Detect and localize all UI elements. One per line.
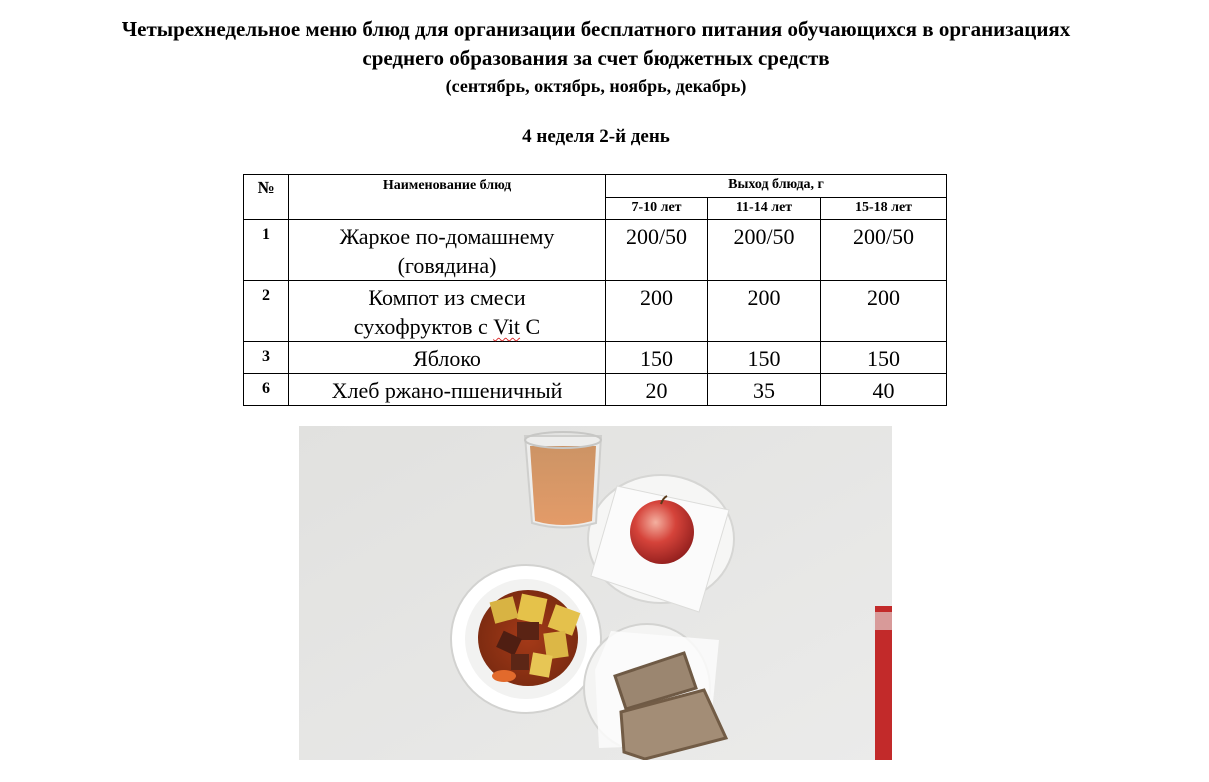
months-subtitle: (сентябрь, октябрь, ноябрь, декабрь) [445,76,747,96]
spellcheck-word: Vit [493,314,521,339]
dish-name: Яблоко [289,342,606,374]
header-yield: Выход блюда, г [606,175,947,198]
dish-name-line: (говядина) [397,253,497,278]
table-header-row [244,175,947,198]
yield-15-18: 200 [821,281,947,342]
header-dish-name: Наименование блюд [289,175,606,220]
dish-name [289,220,606,281]
dish-name-line: Жаркое по-домашнему [339,224,555,249]
yield-7-10: 150 [606,342,708,374]
header-number: № [244,175,289,220]
row-number: 3 [244,342,289,374]
yield-7-10: 200 [606,281,708,342]
yield-15-18: 40 [821,374,947,406]
dish-name: Хлеб ржано-пшеничный [289,374,606,406]
dish-name-part: сухофруктов с [353,314,494,339]
yield-7-10: 200/50 [606,220,708,281]
yield-11-14: 200/50 [708,220,821,281]
menu-table [243,174,947,406]
yield-15-18: 150 [821,342,947,374]
row-number: 6 [244,374,289,406]
title-line-1: Четырехнедельное меню блюд для организации бесплатного питания обучающихся в организациях [121,17,1071,41]
compote-glass [525,432,601,528]
header-age-7-10: 7-10 лет [606,198,708,220]
header-age-15-18: 15-18 лет [821,198,947,220]
stew-bowl [451,565,601,713]
table-row [244,281,947,342]
table-row [244,374,947,406]
row-number: 1 [244,220,289,281]
yield-11-14: 200 [708,281,821,342]
header-age-11-14: 11-14 лет [708,198,821,220]
meal-photo [299,426,892,760]
week-day-heading: 4 неделя 2-й день [522,126,670,147]
dish-name-line [289,312,605,341]
yield-11-14: 150 [708,342,821,374]
row-number: 2 [244,281,289,342]
title-line-2: среднего образования за счет бюджетных средств [362,46,830,70]
yield-11-14: 35 [708,374,821,406]
dish-name-line: Компот из смеси [368,285,526,310]
table-row [244,220,947,281]
red-container [873,606,892,760]
yield-15-18: 200/50 [821,220,947,281]
dish-name-part: C [520,314,541,339]
table-row [244,342,947,374]
yield-7-10: 20 [606,374,708,406]
dish-name [289,281,606,342]
